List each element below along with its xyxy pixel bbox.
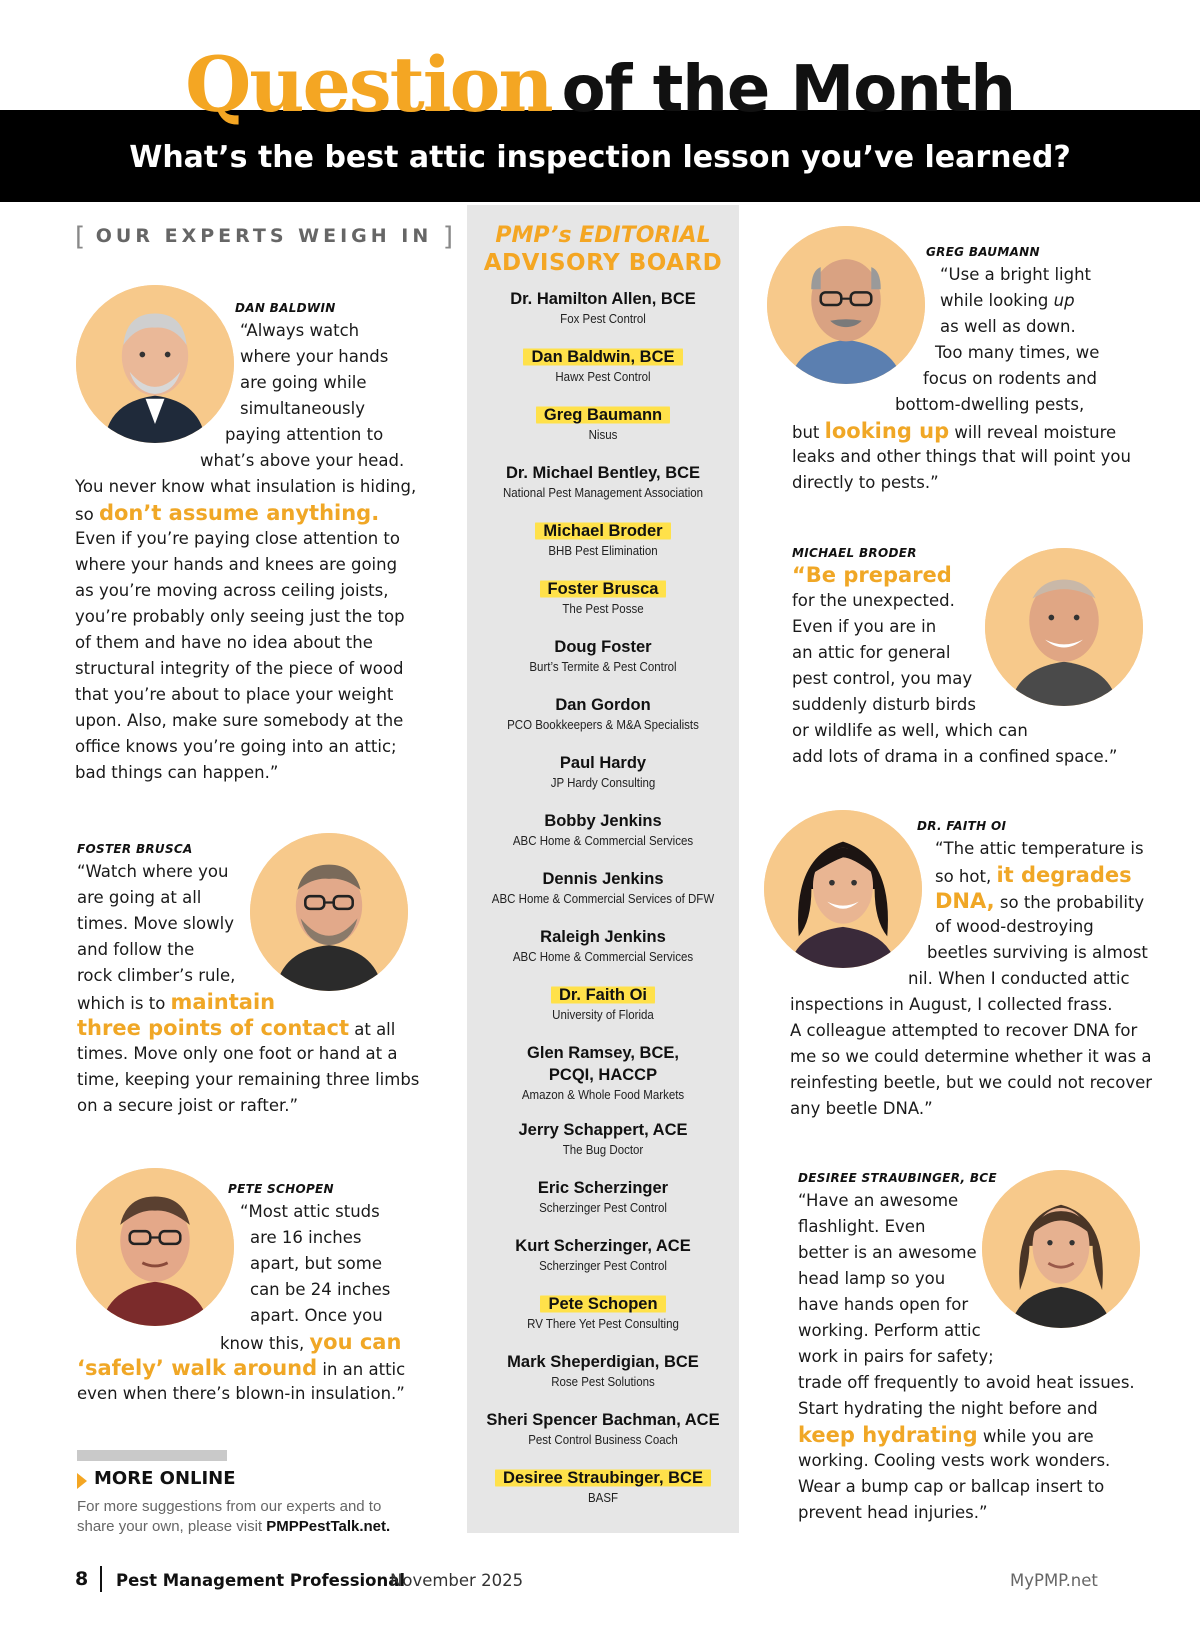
quote-line: beetles surviving is almost [927, 943, 1148, 962]
board-member-name: Dr. Michael Bentley, BCE [505, 464, 701, 482]
board-member-org: Rose Pest Solutions [551, 1375, 655, 1389]
expert-name-foster-brusca: FOSTER BRUSCA [77, 842, 193, 856]
page-number: 8 [75, 1568, 89, 1590]
board-title-line1: PMP’s EDITORIAL [495, 223, 711, 248]
magazine-name: Pest Management Professional [116, 1571, 406, 1590]
quote-line: times. Move slowly [77, 914, 234, 933]
quote-line: nil. When I conducted attic [908, 969, 1130, 988]
board-member [467, 1119, 739, 1159]
board-member-org: The Pest Posse [562, 602, 644, 616]
quote-line: directly to pests.” [792, 473, 939, 492]
board-member-name: Dr. Hamilton Allen, BCE [510, 290, 696, 308]
quote-line: apart, but some [250, 1254, 382, 1273]
quote-line: of them and have no idea about the [75, 633, 373, 652]
quote-line: time, keeping your remaining three limbs [77, 1070, 420, 1089]
quote-line: are 16 inches [250, 1228, 362, 1247]
expert-name-michael-broder: MICHAEL BRODER [792, 546, 917, 560]
board-member [467, 926, 739, 966]
board-member-name: Raleigh Jenkins [540, 928, 666, 946]
experts-label: [ OUR EXPERTS WEIGH IN ] [75, 222, 454, 252]
board-member-name: Desiree Straubinger, BCE [495, 1467, 711, 1489]
expert-name-greg-baumann: GREG BAUMANN [926, 245, 1040, 259]
board-member [467, 1467, 739, 1507]
board-member-org: Nisus [588, 428, 618, 442]
board-member-name: Bobby Jenkins [544, 812, 662, 830]
quote-line: bad things can happen.” [75, 763, 279, 782]
quote-line: are going while [240, 373, 367, 392]
avatar-foster-brusca [250, 833, 408, 991]
quote-line: “The attic temperature is [935, 839, 1144, 858]
quote-line: for the unexpected. [792, 591, 955, 610]
quote-line: prevent head injuries.” [798, 1503, 988, 1522]
quote-line: rock climber’s rule, [77, 966, 236, 985]
quote-line: Even if you are in [792, 617, 937, 636]
highlighted-phrase: ‘safely’ walk around [77, 1356, 318, 1380]
board-member-org: Hawx Pest Control [555, 370, 651, 384]
board-member-org: Scherzinger Pest Control [539, 1201, 667, 1215]
quote-line: simultaneously [240, 399, 365, 418]
highlighted-phrase: looking up [824, 419, 950, 443]
quote-line: where your hands [240, 347, 389, 366]
more-online-text-1: For more suggestions from our experts and to [77, 1498, 382, 1515]
quote-line: pest control, you may [792, 669, 973, 688]
board-member-name: Greg Baumann [536, 404, 670, 426]
board-member [467, 1293, 739, 1333]
quote-line: are going at all [77, 888, 202, 907]
board-member-org: Fox Pest Control [560, 312, 646, 326]
board-member-name: Glen Ramsey, BCE, [527, 1044, 679, 1062]
quote-line: keep hydrating while you are [798, 1423, 1094, 1447]
quote-line: on a secure joist or rafter.” [77, 1096, 299, 1115]
board-member-name: Michael Broder [535, 520, 670, 542]
board-member [467, 1235, 739, 1275]
board-member [467, 520, 739, 560]
highlighted-phrase: maintain [170, 990, 276, 1014]
board-member-org: Pest Control Business Coach [528, 1433, 678, 1447]
board-member-org: ABC Home & Commercial Services of DFW [491, 892, 715, 906]
quote-line [792, 562, 952, 588]
quote-line: so don’t assume anything. [75, 501, 380, 525]
quote-line: can be 24 inches [250, 1280, 391, 1299]
quote-line: have hands open for [798, 1295, 969, 1314]
quote-line: or wildlife as well, which can [792, 721, 1028, 740]
quote-line: A colleague attempted to recover DNA for [790, 1021, 1138, 1040]
board-member [467, 1042, 739, 1104]
board-member-org: Scherzinger Pest Control [539, 1259, 667, 1273]
expert-name-faith-oi: DR. FAITH OI [917, 819, 1007, 833]
board-member-org: ABC Home & Commercial Services [512, 950, 694, 964]
question-text: What’s the best attic inspection lesson you’ve learned? [129, 140, 1071, 175]
quote-line: suddenly disturb birds [792, 695, 976, 714]
quote-line: inspections in August, I collected frass. [790, 995, 1113, 1014]
avatar-faith-oi [764, 810, 922, 968]
highlighted-phrase: keep hydrating [798, 1423, 978, 1447]
board-member-name: Kurt Scherzinger, ACE [515, 1237, 691, 1255]
quote-line: “Always watch [240, 321, 360, 340]
quote-line: bottom-dwelling pests, [895, 395, 1085, 414]
board-member [467, 404, 739, 444]
quote-line: focus on rodents and [923, 369, 1098, 388]
quote-line: an attic for general [792, 643, 951, 662]
quote-line: head lamp so you [798, 1269, 946, 1288]
board-member [467, 1409, 739, 1449]
quote-line: me so we could determine whether it was a [790, 1047, 1152, 1066]
quote-line: paying attention to [225, 425, 384, 444]
quote-line: three points of contact at all [77, 1016, 396, 1040]
board-member-name: Paul Hardy [559, 754, 647, 772]
board-title-line2: ADVISORY BOARD [483, 250, 723, 276]
quote-line: any beetle DNA.” [790, 1099, 933, 1118]
board-member [467, 868, 739, 908]
quote-line: apart. Once you [250, 1306, 383, 1325]
quote-line: DNA, so the probability [935, 889, 1145, 913]
quote-line: flashlight. Even [798, 1217, 926, 1236]
quote-line: ‘safely’ walk around in an attic [77, 1356, 406, 1380]
board-member-name: Jerry Schappert, ACE [518, 1121, 688, 1139]
quote-line: as you’re moving across ceiling joists, [75, 581, 389, 600]
quote-line: of wood-destroying [935, 917, 1094, 936]
board-member-name: Dr. Faith Oi [551, 984, 655, 1006]
quote-line: Even if you’re paying close attention to [75, 529, 400, 548]
board-member [467, 984, 739, 1024]
quote-line: trade off frequently to avoid heat issues. [798, 1373, 1135, 1392]
board-member-name: Doug Foster [554, 638, 652, 656]
quote-line: which is to maintain [77, 990, 276, 1014]
highlighted-phrase: three points of contact [77, 1016, 349, 1040]
quote-line: know this, you can [220, 1330, 402, 1354]
expert-name-pete-schopen: PETE SCHOPEN [228, 1182, 334, 1196]
avatar-pete-schopen [76, 1168, 234, 1326]
avatar-dan-baldwin [76, 285, 234, 443]
more-online-divider [77, 1450, 227, 1461]
page-title [0, 40, 1200, 129]
board-member-name: Dan Baldwin, BCE [523, 346, 682, 368]
quote-line: you’re probably only seeing just the top [75, 607, 405, 626]
quote-line: You never know what insulation is hiding, [75, 477, 417, 496]
board-member [467, 578, 739, 618]
quote-line: “Use a bright light [940, 265, 1092, 284]
highlighted-phrase: “Be prepared [792, 563, 952, 587]
title-rest: of the Month [561, 53, 1015, 127]
more-online-title: MORE ONLINE [94, 1468, 236, 1489]
quote-line: Wear a bump cap or ballcap insert to [798, 1477, 1105, 1496]
quote-line: working. Perform attic [798, 1321, 981, 1340]
highlighted-phrase: you can [309, 1330, 402, 1354]
footer-divider [100, 1566, 102, 1592]
quote-line: so hot, it degrades [935, 863, 1132, 887]
board-member-org: JP Hardy Consulting [550, 776, 656, 790]
quote-line: where your hands and knees are going [75, 555, 398, 574]
quote-line: “Most attic studs [240, 1202, 380, 1221]
board-member-name: Eric Scherzinger [537, 1179, 669, 1197]
quote-line: add lots of drama in a confined space.” [792, 747, 1118, 766]
quote-line: upon. Also, make sure somebody at the [75, 711, 404, 730]
quote-line: leaks and other things that will point you [792, 447, 1131, 466]
quote-line: as well as down. [940, 317, 1076, 336]
quote-line: but looking up will reveal moisture [792, 419, 1117, 443]
quote-line: office knows you’re going into an attic; [75, 737, 397, 756]
board-member-org: National Pest Management Association [502, 486, 704, 500]
board-member [467, 288, 739, 328]
website-link[interactable]: MyPMP.net [1010, 1571, 1098, 1590]
quote-line: working. Cooling vests work wonders. [798, 1451, 1111, 1470]
quote-line: and follow the [77, 940, 195, 959]
board-member-org: BASF [587, 1491, 619, 1505]
board-member [467, 1177, 739, 1217]
board-member [467, 1351, 739, 1391]
triangle-arrow-icon [77, 1473, 87, 1489]
highlighted-phrase: it degrades [996, 863, 1132, 887]
quote-line: “Have an awesome [798, 1191, 959, 1210]
board-member [467, 810, 739, 850]
board-member-name: Sheri Spencer Bachman, ACE [486, 1411, 720, 1429]
highlighted-phrase: DNA, [935, 889, 995, 913]
quote-line: Too many times, we [935, 343, 1100, 362]
board-member-org: University of Florida [552, 1008, 654, 1022]
board-member-name-cont: PCQI, HACCP [548, 1066, 658, 1084]
board-member-name: Dan Gordon [555, 696, 651, 714]
board-member [467, 752, 739, 792]
expert-name-dan-baldwin: DAN BALDWIN [235, 301, 336, 315]
quote-line: times. Move only one foot or hand at a [77, 1044, 398, 1063]
quote-line: structural integrity of the piece of wood [75, 659, 404, 678]
quote-line: Start hydrating the night before and [798, 1399, 1098, 1418]
highlighted-phrase: don’t assume anything. [98, 501, 380, 525]
expert-name-desiree-straubinger: DESIREE STRAUBINGER, BCE [798, 1171, 997, 1185]
more-online-text-2: share your own, please visit PMPPestTalk.net. [77, 1518, 391, 1535]
board-member [467, 694, 739, 734]
board-member [467, 462, 739, 502]
quote-line: reinfesting beetle, but we could not recover [790, 1073, 1153, 1092]
avatar-greg-baumann [767, 226, 925, 384]
board-member-org: The Bug Doctor [562, 1143, 644, 1157]
quote-line: that you’re about to place your weight [75, 685, 394, 704]
board-member-org: PCO Bookkeepers & M&A Specialists [507, 718, 699, 732]
quote-line: what’s above your head. [200, 451, 405, 470]
board-member-org: ABC Home & Commercial Services [512, 834, 694, 848]
board-member-org: Amazon & Whole Food Markets [521, 1088, 685, 1102]
board-member-name: Foster Brusca [540, 578, 667, 600]
board-member-org: RV There Yet Pest Consulting [527, 1317, 679, 1331]
board-member-name: Mark Sheperdigian, BCE [507, 1353, 699, 1371]
board-member [467, 636, 739, 676]
issue-date: November 2025 [390, 1571, 524, 1590]
board-member-org: Burt’s Termite & Pest Control [529, 660, 677, 674]
avatar-desiree-straubinger [982, 1170, 1140, 1328]
avatar-michael-broder [985, 548, 1143, 706]
quote-line: better is an awesome [798, 1243, 977, 1262]
quote-line: while looking up [940, 291, 1075, 310]
quote-line: even when there’s blown-in insulation.” [77, 1384, 405, 1403]
board-member [467, 346, 739, 386]
quote-line: “Watch where you [77, 862, 229, 881]
quote-line: work in pairs for safety; [798, 1347, 994, 1366]
pmp-pesttalk-link[interactable]: PMPPestTalk.net. [266, 1518, 391, 1535]
board-member-org: BHB Pest Elimination [548, 544, 658, 558]
board-member-name: Pete Schopen [540, 1293, 665, 1315]
board-member-name: Dennis Jenkins [542, 870, 664, 888]
title-highlight: Question [185, 40, 552, 129]
